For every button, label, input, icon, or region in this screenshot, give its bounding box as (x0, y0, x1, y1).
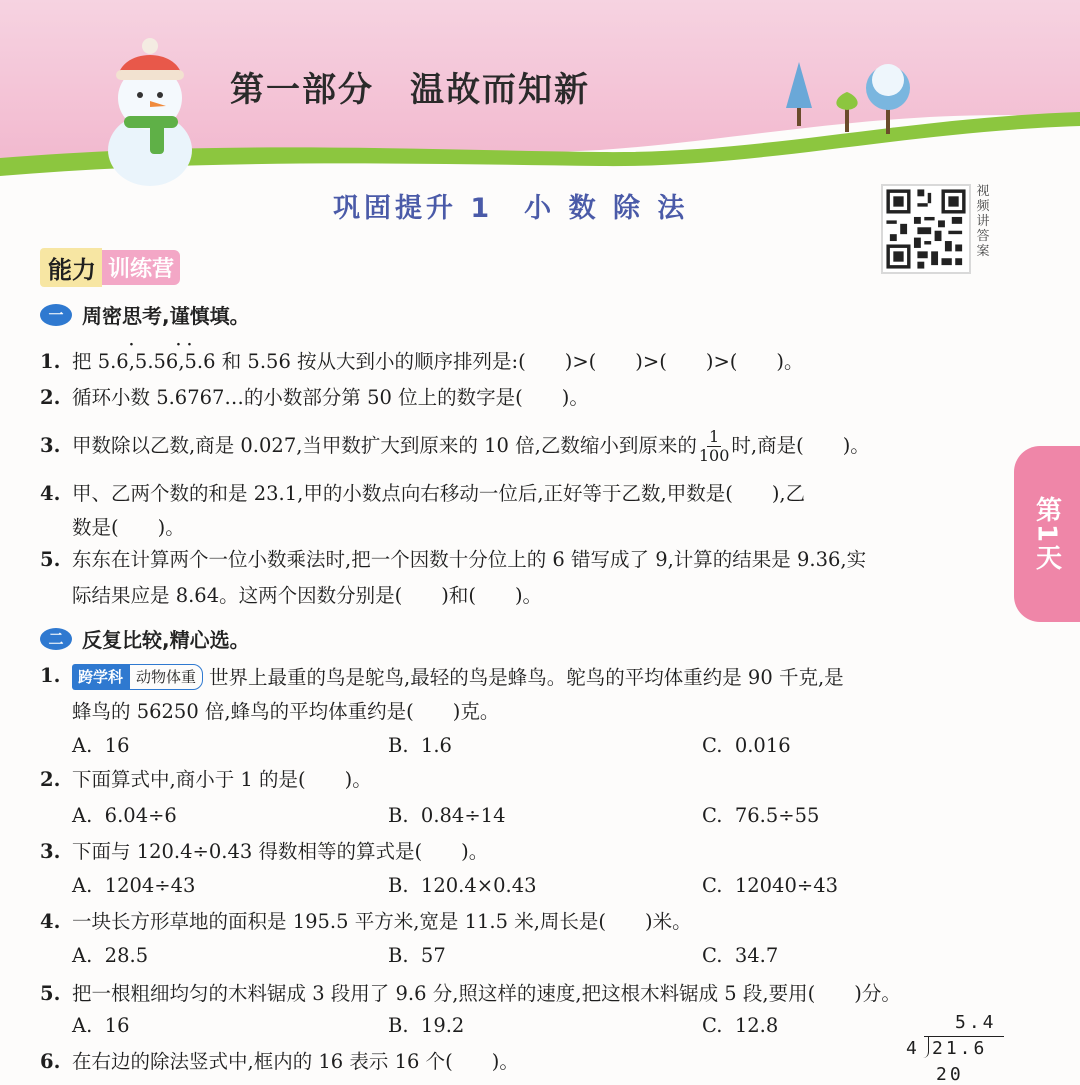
topic-tag: 动物体重 (129, 664, 203, 690)
repeating-dot-mark: · (176, 337, 181, 353)
question-text: 在右边的除法竖式中,框内的 16 表示 16 个( )。 (72, 1050, 519, 1073)
cross-subject-tag: 跨学科 (72, 664, 129, 690)
option-a[interactable]: A. 6.04÷6 (72, 804, 177, 827)
fraction-denominator: 100 (698, 446, 730, 465)
option-c[interactable]: C. 12040÷43 (702, 874, 839, 897)
option-c[interactable]: C. 76.5÷55 (702, 804, 820, 827)
day-tab[interactable] (1014, 446, 1080, 622)
division-quotient: 5.4 (955, 1012, 997, 1033)
option-a[interactable]: A. 16 (72, 734, 130, 757)
question-number: 5. (40, 982, 61, 1005)
section-2-header (40, 624, 250, 653)
camp-label-part2: 训练营 (102, 250, 180, 285)
option-c[interactable]: C. 12.8 (702, 1014, 779, 1037)
lesson-title: 巩固提升 1 小 数 除 法 (333, 193, 689, 224)
question-number: 3. (40, 840, 61, 863)
question-text: 际结果应是 8.64。这两个因数分别是( )和( )。 (72, 584, 543, 607)
division-divisor: 4 (906, 1038, 917, 1059)
division-bracket (922, 1036, 929, 1058)
division-bar (924, 1036, 1004, 1037)
question-text: 东东在计算两个一位小数乘法时,把一个因数十分位上的 6 错写成了 9,计算的结果是 9.36,实 (72, 548, 867, 571)
question-text-part: 世界上最重的鸟是鸵鸟,最轻的鸟是蜂鸟。鸵鸟的平均体重约是 90 千克,是 (209, 666, 844, 689)
question-number: 2. (40, 768, 61, 791)
option-b[interactable]: B. 1.6 (388, 734, 452, 757)
question-number: 2. (40, 386, 61, 409)
option-b[interactable]: B. 57 (388, 944, 446, 967)
question-number: 3. (40, 434, 61, 457)
option-a[interactable]: A. 1204÷43 (72, 874, 196, 897)
qr-code-icon[interactable] (881, 184, 971, 274)
day-tab-label: 第1天 (1031, 495, 1062, 573)
training-camp-label (40, 250, 180, 284)
question-text-part: 时,商是( )。 (731, 434, 870, 457)
option-b[interactable]: B. 19.2 (388, 1014, 465, 1037)
question-text-part: 甲数除以乙数,商是 0.027,当甲数扩大到原来的 10 倍,乙数缩小到原来的 (72, 434, 697, 457)
section-1-header (40, 300, 250, 329)
repeating-dot-mark: · (129, 337, 134, 353)
question-text (72, 664, 844, 690)
question-text (72, 422, 870, 470)
question-number: 4. (40, 910, 61, 933)
question-text: 循环小数 5.6767…的小数部分第 50 位上的数字是( )。 (72, 386, 589, 409)
section-1-title: 周密思考,谨慎填。 (82, 304, 250, 328)
long-division (904, 1012, 1014, 1085)
question-text: 把一根粗细均匀的木料锯成 3 段用了 9.6 分,照这样的速度,把这根木料锯成 5 段,要用( )分。 (72, 982, 901, 1005)
division-dividend: 21.6 (932, 1038, 988, 1059)
option-a[interactable]: A. 16 (72, 1014, 130, 1037)
question-number: 1. (40, 664, 61, 687)
option-b[interactable]: B. 0.84÷14 (388, 804, 506, 827)
question-number: 1. (40, 350, 61, 373)
option-b[interactable]: B. 120.4×0.43 (388, 874, 537, 897)
question-number: 5. (40, 548, 61, 571)
option-c[interactable]: C. 0.016 (702, 734, 791, 757)
question-text: 数是( )。 (72, 516, 185, 539)
section-2-title: 反复比较,精心选。 (82, 628, 250, 652)
question-text: 甲、乙两个数的和是 23.1,甲的小数点向右移动一位后,正好等于乙数,甲数是( ),乙 (72, 482, 806, 505)
section-2-badge: 二 (40, 628, 72, 650)
question-text: 下面与 120.4÷0.43 得数相等的算式是( )。 (72, 840, 489, 863)
question-text: 下面算式中,商小于 1 的是( )。 (72, 768, 372, 791)
option-c[interactable]: C. 34.7 (702, 944, 779, 967)
division-subtract: 20 (936, 1064, 964, 1085)
question-number: 6. (40, 1050, 61, 1073)
unit-title: 第一部分 温故而知新 (230, 70, 590, 110)
option-a[interactable]: A. 28.5 (72, 944, 149, 967)
fraction (699, 428, 730, 465)
camp-label-part1: 能力 (40, 248, 102, 287)
section-1-badge: 一 (40, 304, 72, 326)
question-number: 4. (40, 482, 61, 505)
fraction-numerator: 1 (709, 427, 720, 446)
qr-caption: 视频讲答案 (976, 184, 990, 259)
question-text: 把 5.6,5.56,5.6 和 5.56 按从大到小的顺序排列是:( )>( )>( )>( )。 (72, 350, 804, 373)
question-text: 蜂鸟的 56250 倍,蜂鸟的平均体重约是( )克。 (72, 700, 500, 723)
question-text: 一块长方形草地的面积是 195.5 平方米,宽是 11.5 米,周长是( )米。 (72, 910, 692, 933)
repeating-dot-mark: · (187, 337, 192, 353)
